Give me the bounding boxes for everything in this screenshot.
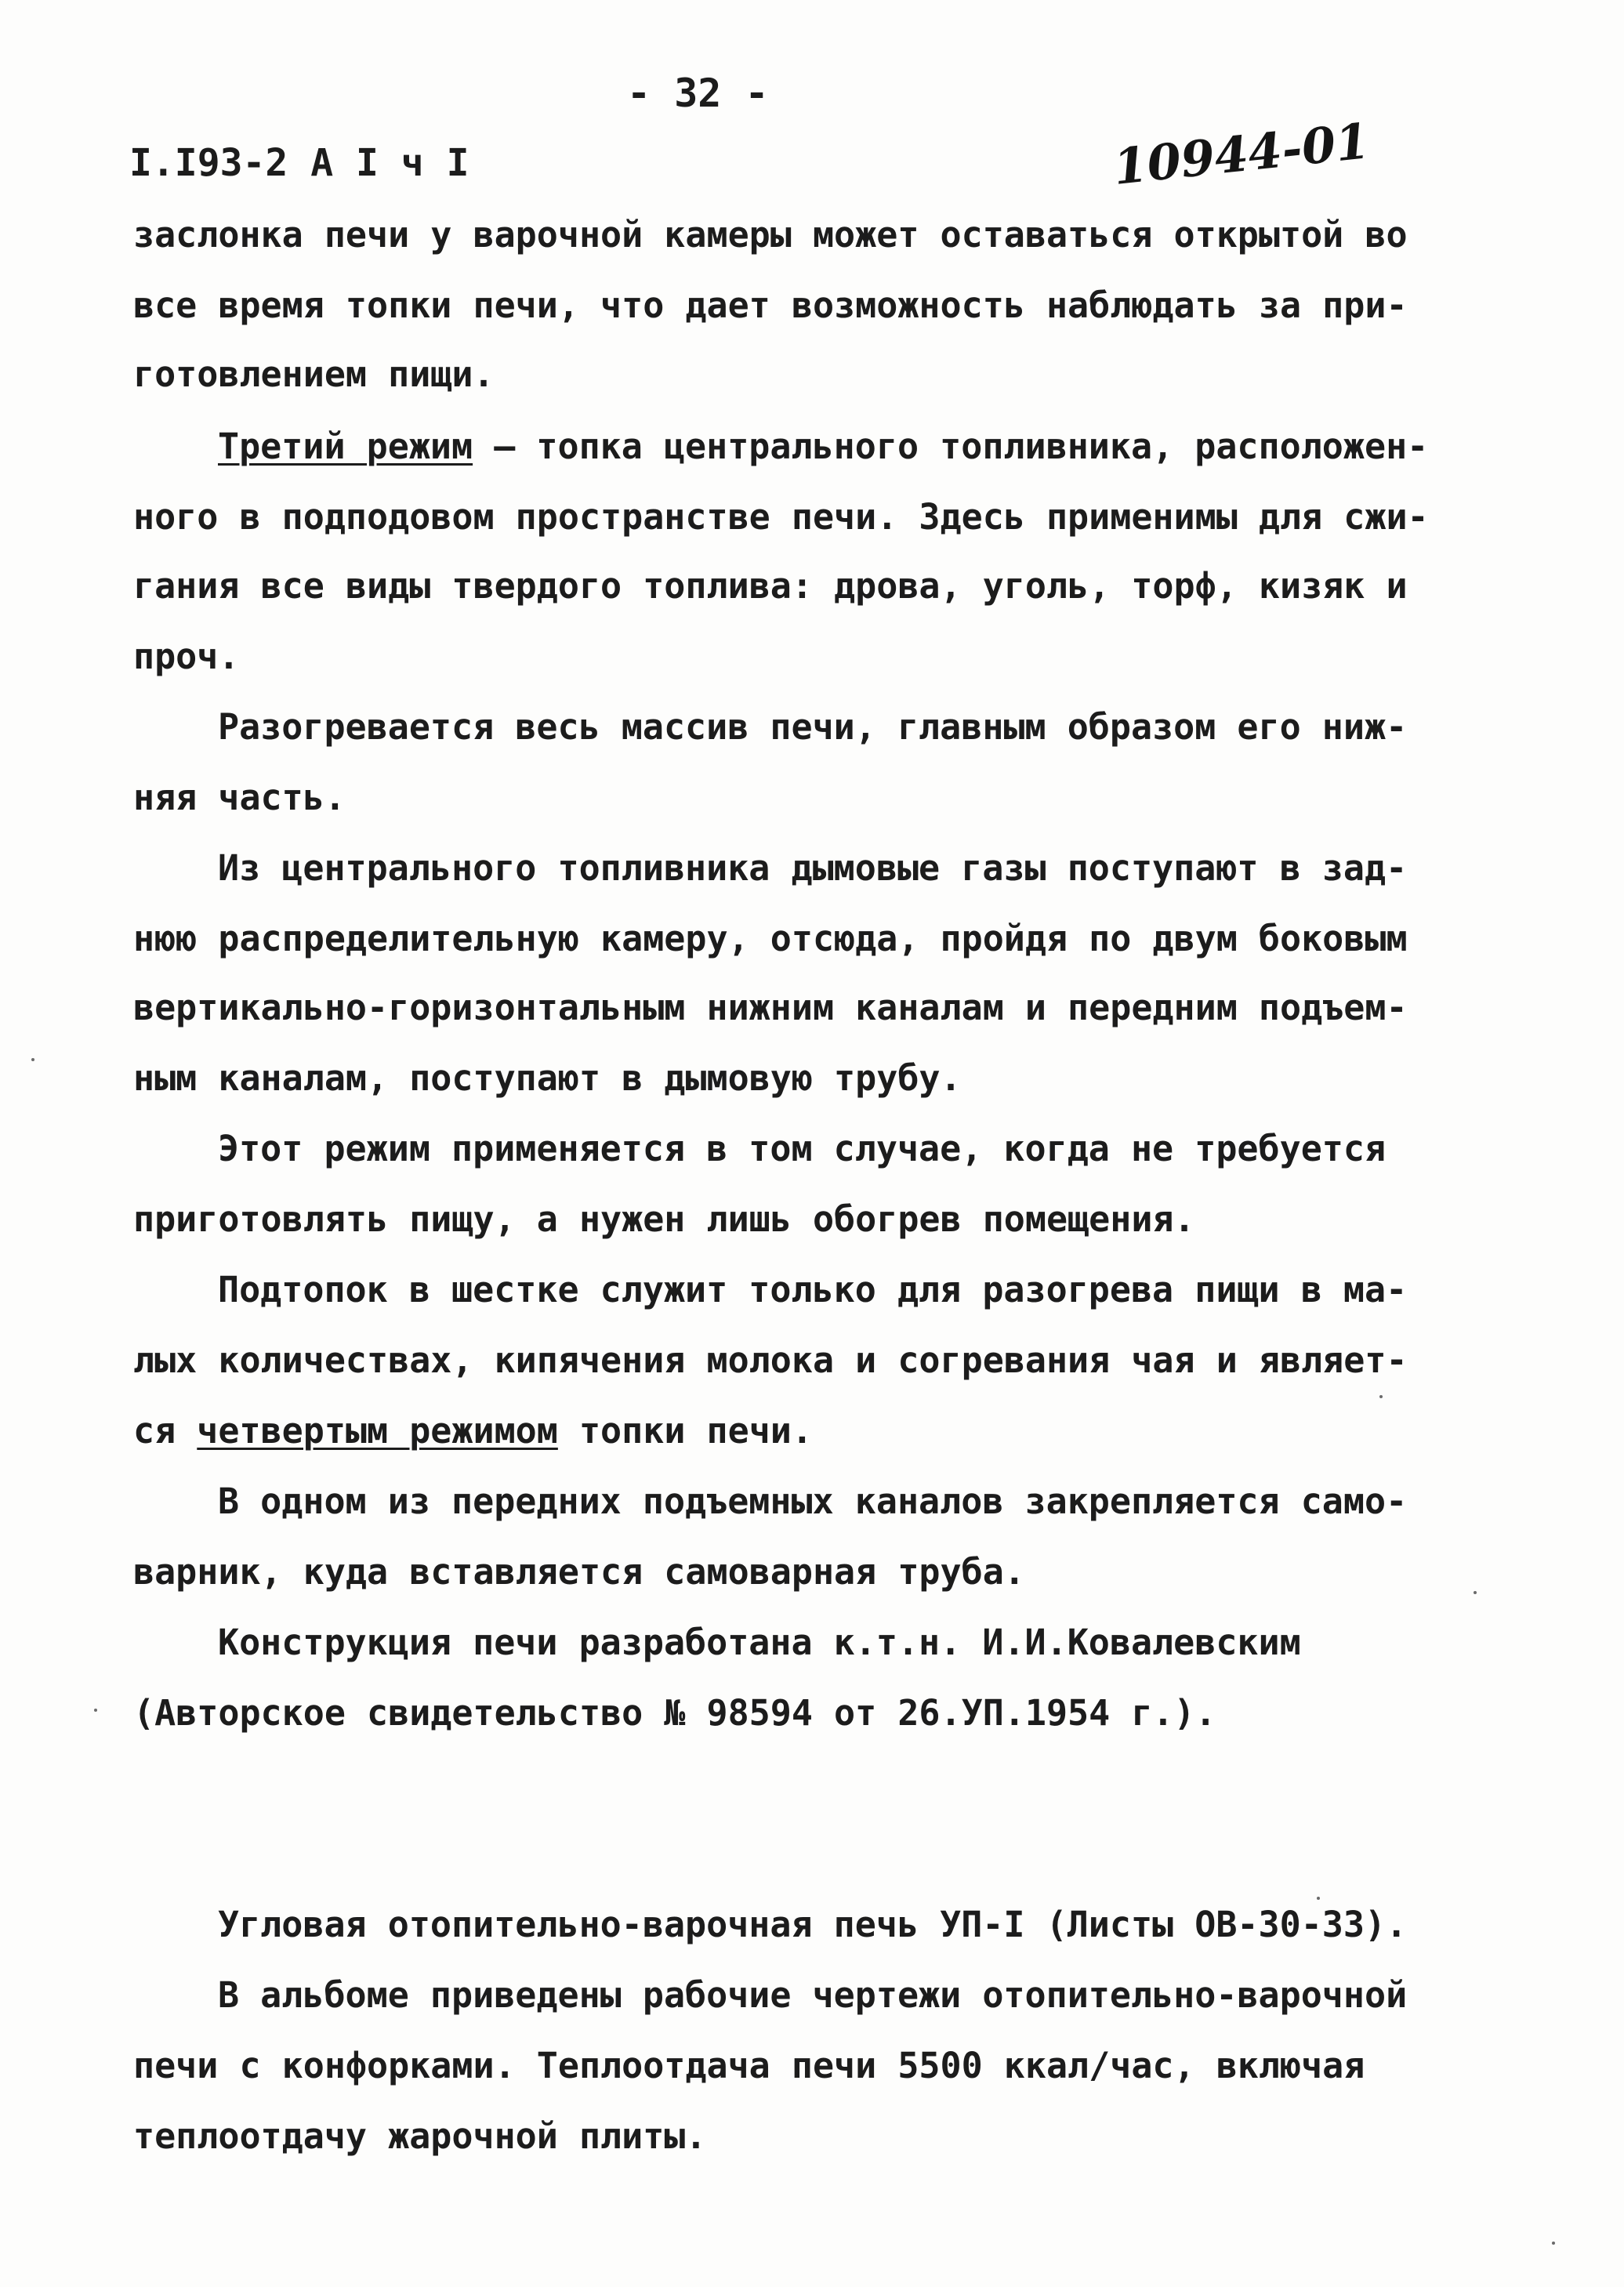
document-code: I.I93-2 A I ч I — [129, 141, 469, 185]
section-heading: Угловая отопительно-варочная печь УП-I (Листы ОВ-30-33). — [218, 1904, 1408, 1945]
text-line: вертикально-горизонтальным нижним каналам и передним подъем- — [133, 987, 1408, 1028]
text-line: (Авторское свидетельство № 98594 от 26.УП.1954 г.). — [133, 1692, 1216, 1734]
scan-speck — [1474, 1591, 1477, 1594]
text-segment: ся — [133, 1410, 198, 1452]
text-line: заслонка печи у варочной камеры может оставаться открытой во — [133, 214, 1408, 256]
mode-three-heading: Третий режим — [218, 426, 473, 467]
scan-speck — [94, 1709, 97, 1712]
text-line: Подтопок в шестке служит только для разогрева пищи в ма- — [218, 1269, 1408, 1310]
scan-speck — [31, 1058, 34, 1061]
text-line: няя часть. — [133, 777, 346, 818]
text-line: приготовлять пищу, а нужен лишь обогрев помещения. — [133, 1198, 1195, 1240]
text-line: варник, куда вставляется самоварная труба. — [133, 1551, 1025, 1593]
scan-speck — [1317, 1897, 1320, 1900]
text-line: В альбоме приведены рабочие чертежи отопительно-варочной — [218, 1974, 1408, 2016]
text-line: Конструкция печи разработана к.т.н. И.И.Ковалевским — [218, 1622, 1301, 1663]
mode-four-heading: четвертым режимом — [197, 1410, 558, 1452]
text-line — [218, 423, 1428, 470]
text-line: готовлением пищи. — [133, 353, 495, 395]
scan-speck — [1552, 2242, 1555, 2245]
text-line: Разогревается весь массив печи, главным образом его ниж- — [218, 706, 1408, 748]
text-line: гания все виды твердого топлива: дрова, уголь, торф, кизяк и — [133, 565, 1408, 607]
page-number: - 32 - — [627, 71, 769, 116]
text-line: В одном из передних подъемных каналов закрепляется само- — [218, 1481, 1408, 1522]
text-line: Этот режим применяется в том случае, когда не требуется — [218, 1128, 1387, 1169]
text-segment: — топка центрального топливника, расположен- — [473, 426, 1429, 467]
text-segment: топки печи. — [557, 1410, 813, 1452]
text-line: теплоотдачу жарочной плиты. — [133, 2115, 707, 2157]
handwritten-inventory-number: 10944-01 — [1111, 112, 1372, 196]
text-line: проч. — [133, 636, 240, 677]
text-line: Из центрального топливника дымовые газы поступают в зад- — [218, 847, 1408, 889]
text-line: лых количествах, кипячения молока и согревания чая и являет- — [133, 1339, 1408, 1381]
text-line — [133, 1408, 813, 1455]
text-line: ным каналам, поступают в дымовую трубу. — [133, 1057, 962, 1099]
text-line: все время топки печи, что дает возможность наблюдать за при- — [133, 285, 1408, 326]
text-line: ного в подподовом пространстве печи. Здесь применимы для сжи- — [133, 496, 1429, 538]
text-line: печи с конфорками. Теплоотдача печи 5500 ккал/час, включая — [133, 2045, 1365, 2086]
text-line: нюю распределительную камеру, отсюда, пройдя по двум боковым — [133, 918, 1408, 959]
scan-speck — [1379, 1395, 1383, 1398]
